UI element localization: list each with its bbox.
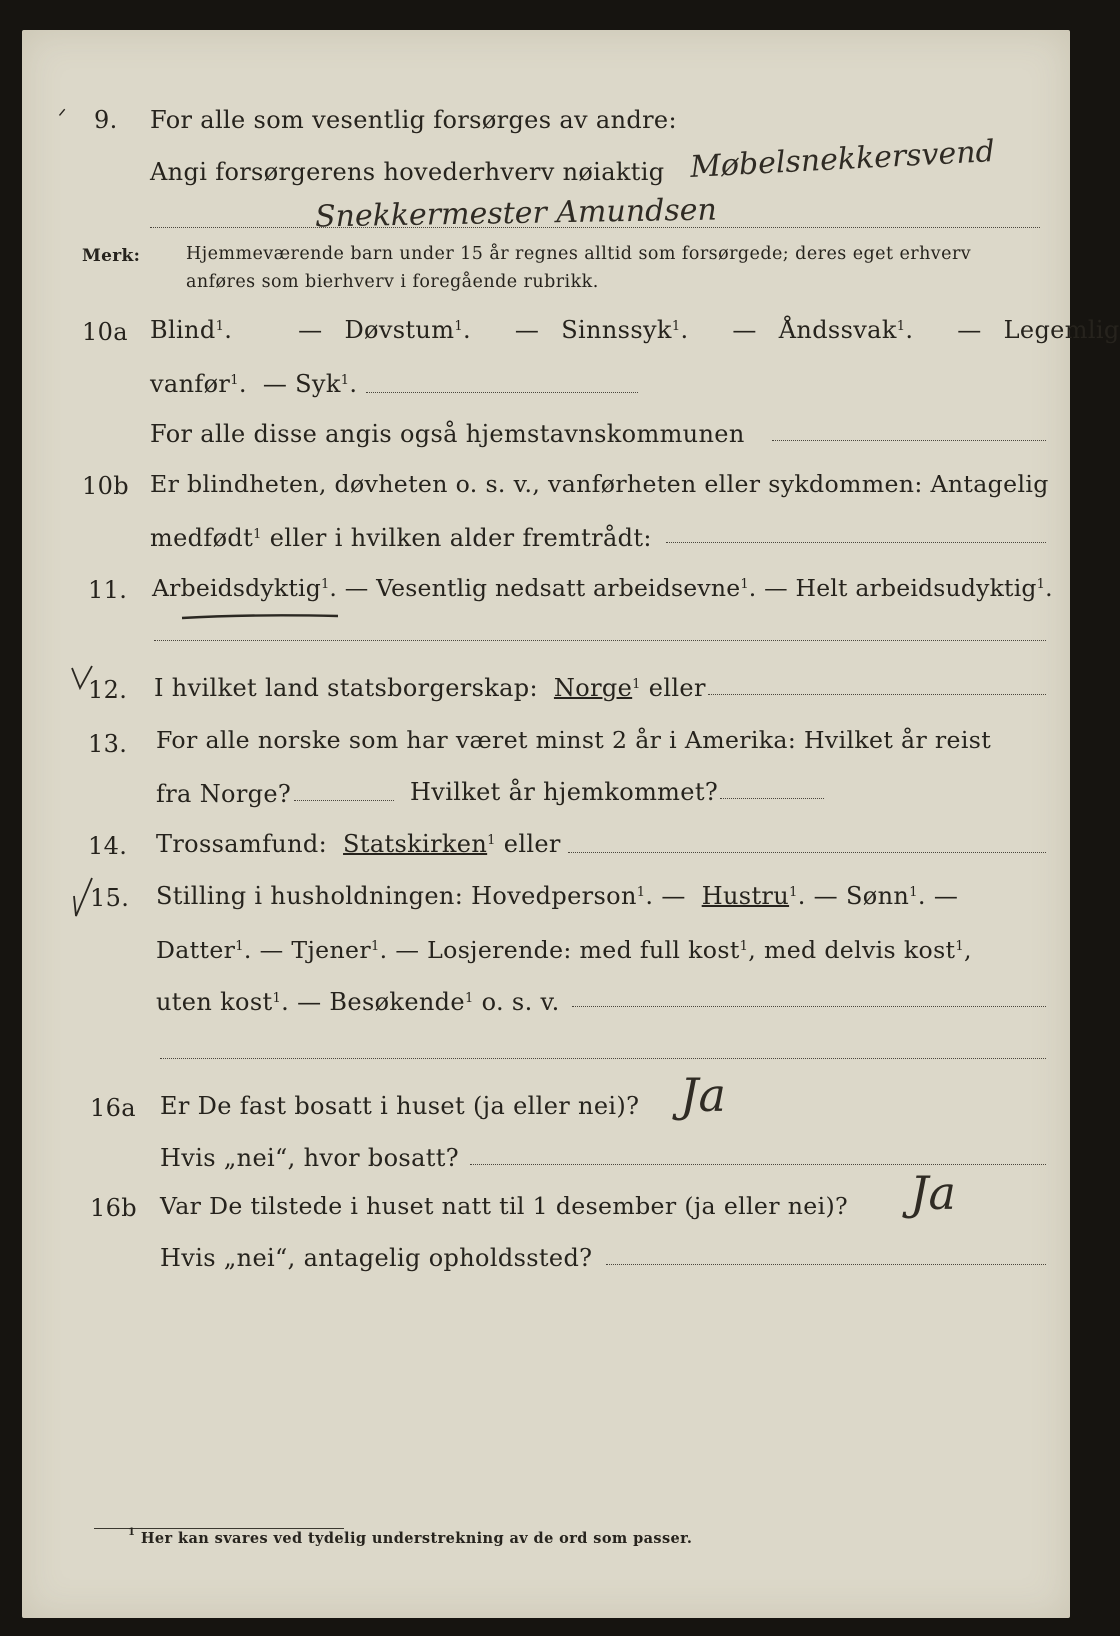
q11-underline-mark [180,612,340,622]
merk-line1: Hjemmeværende barn under 15 år regnes alltid som forsørgede; deres eget erhverv [186,244,972,264]
census-form-page [22,30,1070,1618]
q13-line2a: fra Norge? [156,780,292,808]
q14-line: Trossamfund: Statskirken$^1$ eller [156,830,561,858]
q13-hjem-line [720,798,824,799]
q16a-answer-line [470,1164,1046,1165]
check-mark-9: ᐟ [58,104,67,128]
merk-line2: anføres som bierhverv i foregående rubrikk. [186,272,599,292]
footnote: $^1$ Her kan svares ved tydelig understrekning av de ord som passer. [128,1527,693,1547]
q10a-syk-line [366,392,638,393]
q16a-line2: Hvis „nei“, hvor bosatt? [160,1144,459,1172]
q12-number: 12. [88,676,128,704]
q10a-line3: For alle disse angis også hjemstavnskommunen [150,420,745,448]
q10b-line2: medfødt$^1$ eller i hvilken alder fremtrådt: [150,524,652,552]
q12-answer-line [708,694,1046,695]
q16b-line1: Var De tilstede i huset natt til 1 desember (ja eller nei)? [160,1192,849,1220]
merk-label: Merk: [82,246,141,266]
q9-handwritten-answer2: Snekkermester Amundsen [314,192,718,235]
q11-number: 11. [88,576,128,604]
q16b-answer-line [606,1264,1046,1265]
q10a-number: 10a [82,318,128,346]
q15-number: 15. [90,884,130,912]
q15-line2: Datter$^1$. — Tjener$^1$. — Losjerende: med full kost$^1$, med delvis kost$^1$, [156,936,972,964]
q16a-handwritten-answer: Ja [680,1068,726,1122]
q10a-line1: Blind$^1$. — Døvstum$^1$. — Sinnssyk$^1$. — Åndssvak$^1$. — Legemlig [150,316,1120,344]
q15-answer-line2 [160,1058,1046,1059]
q13-line2b: Hvilket år hjemkommet? [410,778,719,806]
q12-norge-underlined: Norge [553,674,633,702]
q9-handwritten-answer1: Møbelsnekkersvend [689,134,996,185]
q11-answer-line [154,640,1046,641]
q15-line1: Stilling i husholdningen: Hovedperson$^1$. — Hustru$^1$. — Sønn$^1$. — [156,882,959,910]
q11-line: Arbeidsdyktig$^1$. — Vesentlig nedsatt arbeidsevne$^1$. — Helt arbeidsudyktig$^1$. [152,574,1053,602]
q13-reist-line [294,800,394,801]
q14-statskirken-underlined: Statskirken [343,830,488,858]
q13-line1: For alle norske som har været minst 2 år i Amerika: Hvilket år reist [156,726,992,754]
q10a-line2: vanfør$^1$. — Syk$^1$. [150,370,358,398]
q10a-kommune-line [772,440,1046,441]
q10b-answer-line [666,542,1046,543]
q16a-number: 16a [90,1094,136,1122]
q15-line3: uten kost$^1$. — Besøkende$^1$ o. s. v. [156,988,560,1016]
q12-line: I hvilket land statsborgerskap: Norge$^1$ eller [154,674,706,702]
q13-number: 13. [88,730,128,758]
q15-hustru-underlined: Hustru [701,882,790,910]
q15-answer-line1 [572,1006,1046,1007]
q14-answer-line [568,852,1046,853]
q16b-line2: Hvis „nei“, antagelig opholdssted? [160,1244,593,1272]
q9-line2: Angi forsørgerens hovederhverv nøiaktig [150,158,665,186]
q9-line1: For alle som vesentlig forsørges av andre: [150,106,677,134]
q16a-line1: Er De fast bosatt i huset (ja eller nei)? [160,1092,640,1120]
q16b-handwritten-answer: Ja [910,1166,956,1220]
q10b-line1: Er blindheten, døvheten o. s. v., vanførheten eller sykdommen: Antagelig [150,470,1049,498]
q14-number: 14. [88,832,128,860]
q9-number: 9. [94,106,118,134]
q16b-number: 16b [90,1194,137,1222]
q10b-number: 10b [82,472,129,500]
